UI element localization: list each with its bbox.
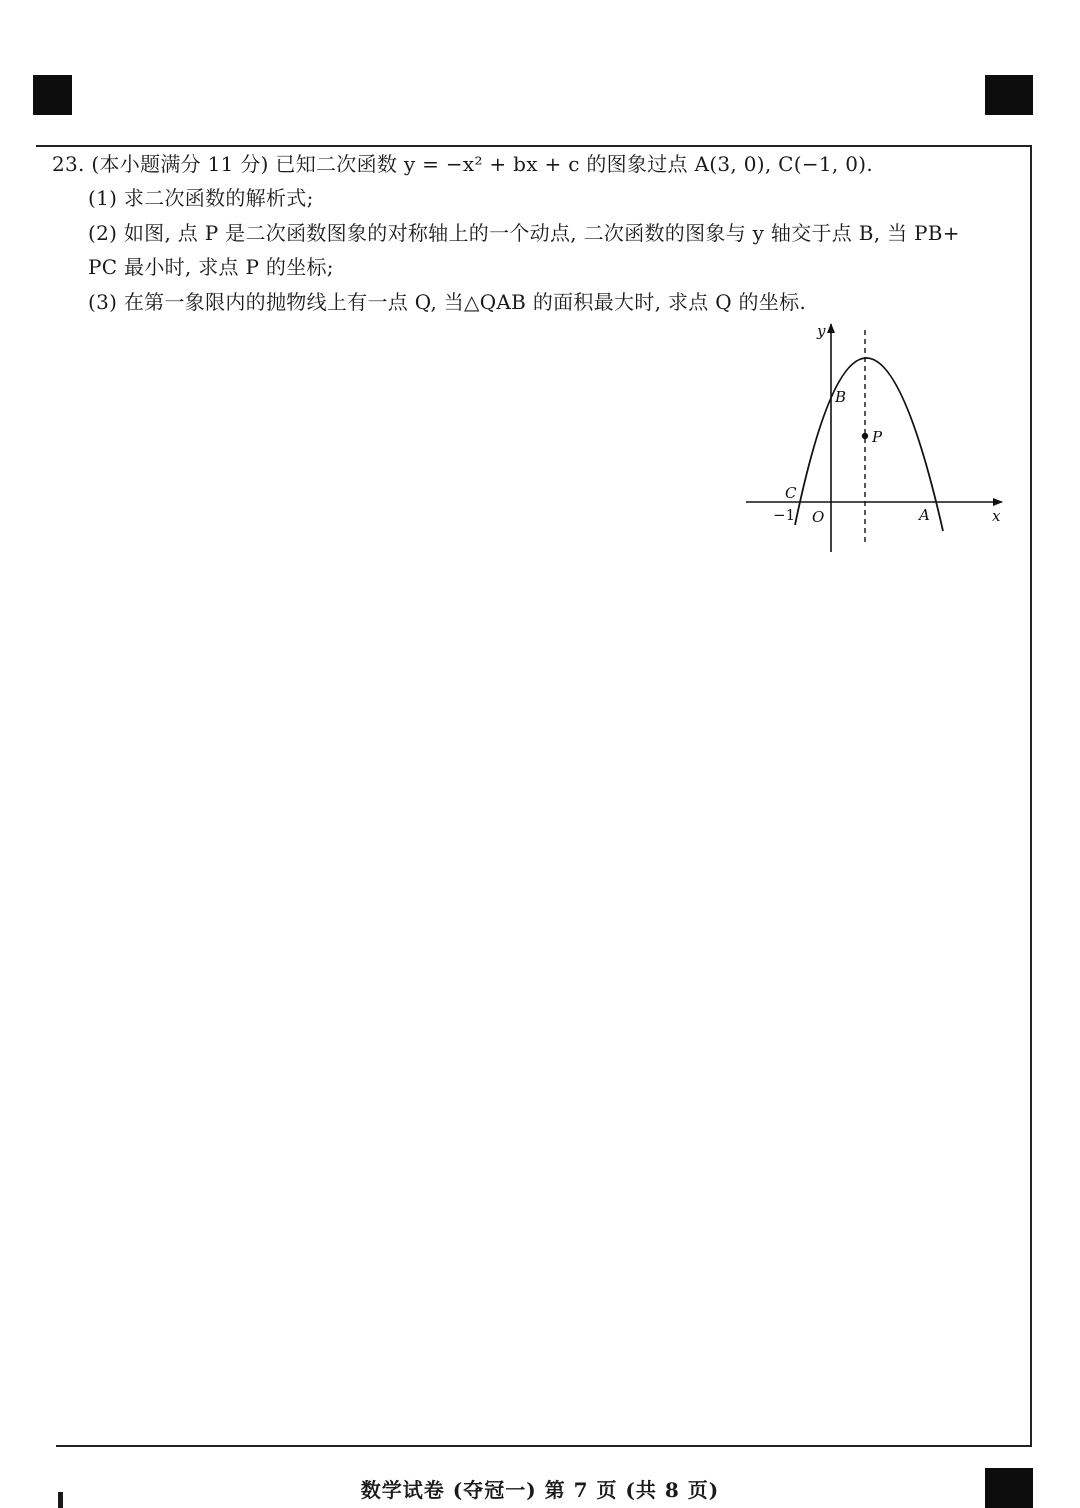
question-part-1: (1) 求二次函数的解析式; [88, 186, 314, 210]
point-p-dot [862, 433, 868, 439]
answer-frame-right [1030, 145, 1032, 1447]
parabola-figure [740, 318, 1010, 558]
point-b-label: B [835, 388, 847, 406]
answer-frame-top [36, 145, 1032, 147]
question-header: 23. (本小题满分 11 分) 已知二次函数 y = −x² + bx + c 的图象过点 A(3, 0), C(−1, 0). [52, 152, 874, 176]
question-part-3: (3) 在第一象限内的抛物线上有一点 Q, 当△QAB 的面积最大时, 求点 Q 的坐标. [88, 290, 807, 314]
point-p-label: P [872, 428, 883, 446]
registration-mark-top-right [985, 75, 1033, 115]
origin-label: O [812, 508, 825, 526]
answer-frame-bottom [56, 1445, 1032, 1447]
question-part-2-line-1: (2) 如图, 点 P 是二次函数图象的对称轴上的一个动点, 二次函数的图象与 y 轴交于点 B, 当 PB+ [88, 221, 960, 245]
x-axis-label: x [992, 507, 1001, 525]
registration-mark-top-left [33, 75, 72, 115]
question-part-2-line-2: PC 最小时, 求点 P 的坐标; [88, 255, 334, 279]
neg-one-label: −1 [773, 506, 796, 524]
point-c-label: C [785, 484, 797, 502]
page-footer: 数学试卷 (夺冠一) 第 7 页 (共 8 页) [360, 1478, 720, 1502]
y-axis-label: y [817, 322, 826, 340]
point-a-label: A [919, 506, 930, 524]
